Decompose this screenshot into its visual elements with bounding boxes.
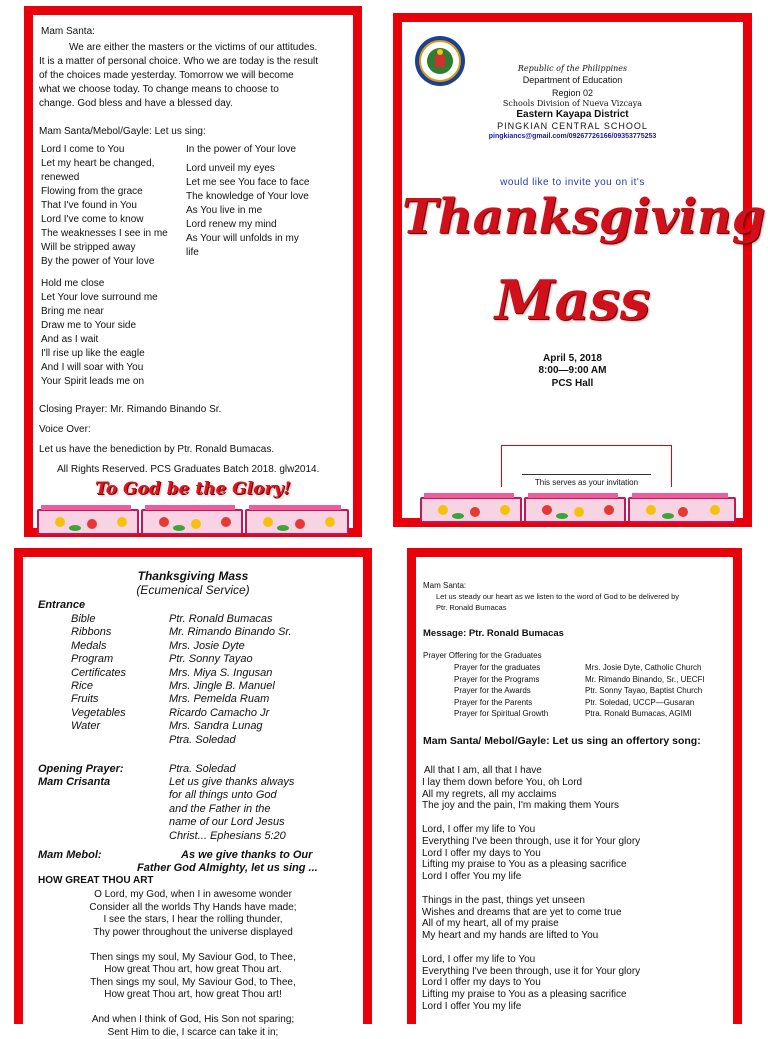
district-line: Eastern Kayapa District (402, 109, 743, 120)
hymn-line: Then sings my soul, My Saviour God, to Thee, (23, 977, 363, 990)
lyric-line: Draw me to Your side (41, 319, 158, 333)
offering-person: Ptr. Sonny Tayao, Baptist Church (585, 685, 702, 697)
title-thanksgiving: Thanksgiving (402, 187, 743, 247)
region-line: Region 02 (402, 88, 743, 98)
lyric-line: And I will soar with You (41, 361, 158, 375)
hymn-line: Sent Him to die, I scarce can take it in; (23, 1027, 363, 1039)
invitation-cover (393, 13, 752, 527)
lyric-line: That I've found in You (41, 199, 168, 213)
lyric-line: The weaknesses I see in me (41, 227, 168, 241)
hymn-line: O Lord, my God, when I in awesome wonder (23, 889, 363, 902)
lyric-line: All my regrets, all my acclaims (422, 789, 640, 801)
entrance-item: Program (71, 653, 113, 665)
lyric-line: Lord I offer my days to You (422, 848, 640, 860)
entrance-heading: Entrance (38, 599, 85, 611)
offering-person: Ptra. Ronald Bumacas, AGIMI (585, 708, 692, 720)
reflection-paragraph (39, 41, 351, 111)
closing-prayer: Closing Prayer: Mr. Rimando Binando Sr. (39, 403, 221, 417)
lyric-line: Your Spirit leads me on (41, 375, 158, 389)
lyric-line: All that I am, all that I have (422, 765, 640, 777)
lyric-line: Lifting my praise to You as a pleasing sacrifice (422, 989, 640, 1001)
entrance-item: Fruits (71, 693, 99, 705)
rights-reserved: All Rights Reserved. PCS Graduates Batch 2018. glw2014. (57, 463, 319, 477)
hymn-line: I see the stars, I hear the rolling thunder, (23, 914, 363, 927)
opening-prayer-label: Opening Prayer: (38, 763, 124, 775)
entrance-person: Mrs. Miya S. Ingusan (169, 667, 272, 679)
republic-line: Republic of the Philippines (402, 64, 743, 73)
contact-line: pingkiancs@gmail.com/09267726166/09353775253 (402, 133, 743, 140)
hymn-line: How great Thou art, how great Thou art. (23, 964, 363, 977)
verse-line: Let us give thanks always (169, 776, 294, 789)
entrance-person: Mrs. Josie Dyte (169, 640, 245, 652)
lyric-line: Lord I've come to know (41, 213, 168, 227)
entrance-person: Mrs. Jingle B. Manuel (169, 680, 275, 692)
offering-item: Prayer for the Parents (454, 697, 532, 709)
lyric-line (422, 883, 640, 895)
voice-over: Voice Over: (39, 423, 91, 437)
event-date: April 5, 2018 (402, 353, 743, 364)
hymn-line: Thy power throughout the universe displayed (23, 927, 363, 940)
lyric-line: All of my heart, all of my praise (422, 918, 640, 930)
entrance-person: Ptr. Sonny Tayao (169, 653, 253, 665)
entrance-item: Vegetables (71, 707, 126, 719)
lyric-line: Flowing from the grace (41, 185, 168, 199)
entrance-item: Medals (71, 640, 106, 652)
event-time: 8:00—9:00 AM (402, 365, 743, 376)
lyric-line: My heart and my hands are lifted to You (422, 930, 640, 942)
lyric-line: And as I wait (41, 333, 158, 347)
lyric-line: Lord, I offer my life to You (422, 824, 640, 836)
song-lyrics-left (41, 143, 168, 269)
lyric-line: Lord I offer You my life (422, 871, 640, 883)
crisanta-label: Mam Crisanta (38, 776, 110, 788)
title-mass: Mass (402, 268, 743, 332)
lyric-line: In the power of Your love (186, 143, 309, 157)
lyric-line: By the power of Your love (41, 255, 168, 269)
lyric-line: Will be stripped away (41, 241, 168, 255)
hymn-line: How great Thou art, how great Thou art! (23, 989, 363, 1002)
lyric-line (422, 812, 640, 824)
entrance-item: Certificates (71, 667, 126, 679)
paragraph-line: of the choices made yesterday. Tomorrow we will become (39, 69, 351, 83)
offering-item: Prayer for the Programs (454, 674, 539, 686)
entrance-item: Bible (71, 613, 95, 625)
lyric-line: Let Your love surround me (41, 291, 158, 305)
paragraph-line: what we choose today. To change means to choose to (39, 83, 351, 97)
flower-border (37, 499, 349, 533)
glory-banner: To God be the Glory! (95, 479, 291, 499)
lyric-line: Lord unveil my eyes (186, 162, 309, 176)
hymn-line: Then sings my soul, My Saviour God, to Thee, (23, 952, 363, 965)
event-venue: PCS Hall (402, 378, 743, 389)
lyric-line: The knowledge of Your love (186, 190, 309, 204)
lyric-line (422, 942, 640, 954)
entrance-person: Ptr. Ronald Bumacas (169, 613, 273, 625)
lyric-line: Let me see You face to face (186, 176, 309, 190)
lyric-line: Lord, I offer my life to You (422, 954, 640, 966)
entrance-person: Mrs. Pemelda Ruam (169, 693, 269, 705)
mebol-label: Mam Mebol: (38, 849, 102, 861)
salutation: Mam Santa: (423, 581, 466, 590)
opening-prayer-value: Ptra. Soledad (169, 763, 236, 775)
division-line: Schools Division of Nueva Vizcaya (402, 99, 743, 108)
verse-line: for all things unto God (169, 789, 294, 802)
flower-border (420, 487, 734, 521)
paragraph-line: We are either the masters or the victims of our attitudes. (39, 41, 351, 55)
offering-title: Prayer Offering for the Graduates (423, 651, 542, 660)
lyric-line: Everything I've been through, use it for Your glory (422, 836, 640, 848)
offering-item: Prayer for the graduates (454, 662, 540, 674)
entrance-item: Water (71, 720, 100, 732)
offering-person: Mrs. Josie Dyte, Catholic Church (585, 662, 701, 674)
entrance-person: Mrs. Sandra Lunag (169, 720, 263, 732)
song-lyrics-left-2 (41, 277, 158, 389)
lyric-line: life (186, 246, 309, 260)
name-line (522, 474, 651, 475)
program-panel-closing (24, 6, 362, 537)
program-panel-entrance (14, 548, 372, 1024)
offering-item: Prayer for the Awards (454, 685, 531, 697)
intro-line-2: Ptr. Ronald Bumacas (436, 603, 506, 612)
program-subtitle: (Ecumenical Service) (23, 583, 363, 597)
offering-person: Mr. Rimando Binando, Sr., UECFI (585, 674, 705, 686)
entrance-person: Mr. Rimando Binando Sr. (169, 626, 292, 638)
hymn-lyrics (23, 889, 363, 1039)
hymn-line (23, 1002, 363, 1015)
intro-line-1: Let us steady our heart as we listen to the word of God to be delivered by (436, 592, 679, 601)
lyric-line: Lifting my praise to You as a pleasing sacrifice (422, 859, 640, 871)
hymn-line: And when I think of God, His Son not sparing; (23, 1014, 363, 1027)
lyric-line: renewed (41, 171, 168, 185)
verse-line: Christ... Ephesians 5:20 (169, 830, 294, 843)
lyric-line: Hold me close (41, 277, 158, 291)
song-lead: Mam Santa/Mebol/Gayle: Let us sing: (39, 125, 206, 139)
invitation-note: This serves as your invitation (502, 478, 671, 487)
lyric-line: As You live in me (186, 204, 309, 218)
song-lyrics-right (186, 143, 309, 260)
mebol-line-2: Father God Almighty, let us sing ... (137, 862, 318, 874)
program-title: Thanksgiving Mass (23, 569, 363, 583)
invite-line: would like to invite you on it's (402, 177, 743, 188)
entrance-item: Rice (71, 680, 93, 692)
benediction: Let us have the benediction by Ptr. Ronald Bumacas. (39, 443, 274, 457)
lyric-line: I lay them down before You, oh Lord (422, 777, 640, 789)
salutation: Mam Santa: (41, 25, 95, 39)
hymn-line (23, 939, 363, 952)
mebol-line-1: As we give thanks to Our (181, 849, 312, 861)
lyric-line: Wishes and dreams that are yet to come true (422, 907, 640, 919)
entrance-person: Ptra. Soledad (169, 734, 236, 746)
lyric-line: Lord I offer my days to You (422, 977, 640, 989)
offertory-lyrics (422, 765, 640, 1013)
lyric-line: Let my heart be changed, (41, 157, 168, 171)
lyric-line: Lord I come to You (41, 143, 168, 157)
hymn-line: Consider all the worlds Thy Hands have made; (23, 902, 363, 915)
program-panel-offering (407, 548, 742, 1024)
entrance-person: Ricardo Camacho Jr (169, 707, 269, 719)
lyric-line: The joy and the pain, I'm making them Yours (422, 800, 640, 812)
message-line: Message: Ptr. Ronald Bumacas (423, 628, 564, 639)
verse-line: and the Father in the (169, 803, 294, 816)
school-line: PINGKIAN CENTRAL SCHOOL (402, 121, 743, 131)
lyric-line: Lord renew my mind (186, 218, 309, 232)
offertory-lead: Mam Santa/ Mebol/Gayle: Let us sing an offertory song: (423, 735, 701, 747)
lyric-line: Things in the past, things yet unseen (422, 895, 640, 907)
crisanta-verse (169, 776, 294, 843)
lyric-line: Bring me near (41, 305, 158, 319)
offering-person: Ptr. Soledad, UCCP—Gusaran (585, 697, 694, 709)
paragraph-line: It is a matter of personal choice. Who we are today is the result (39, 55, 351, 69)
verse-line: name of our Lord Jesus (169, 816, 294, 829)
lyric-line: As Your will unfolds in my (186, 232, 309, 246)
department-line: Department of Education (402, 75, 743, 85)
hymn-title: HOW GREAT THOU ART (38, 875, 154, 886)
lyric-line: I'll rise up like the eagle (41, 347, 158, 361)
entrance-item: Ribbons (71, 626, 111, 638)
lyric-line: Lord I offer You my life (422, 1001, 640, 1013)
lyric-line: Everything I've been through, use it for Your glory (422, 966, 640, 978)
offering-item: Prayer for Spiritual Growth (454, 708, 548, 720)
paragraph-line: change. God bless and have a blessed day. (39, 97, 351, 111)
